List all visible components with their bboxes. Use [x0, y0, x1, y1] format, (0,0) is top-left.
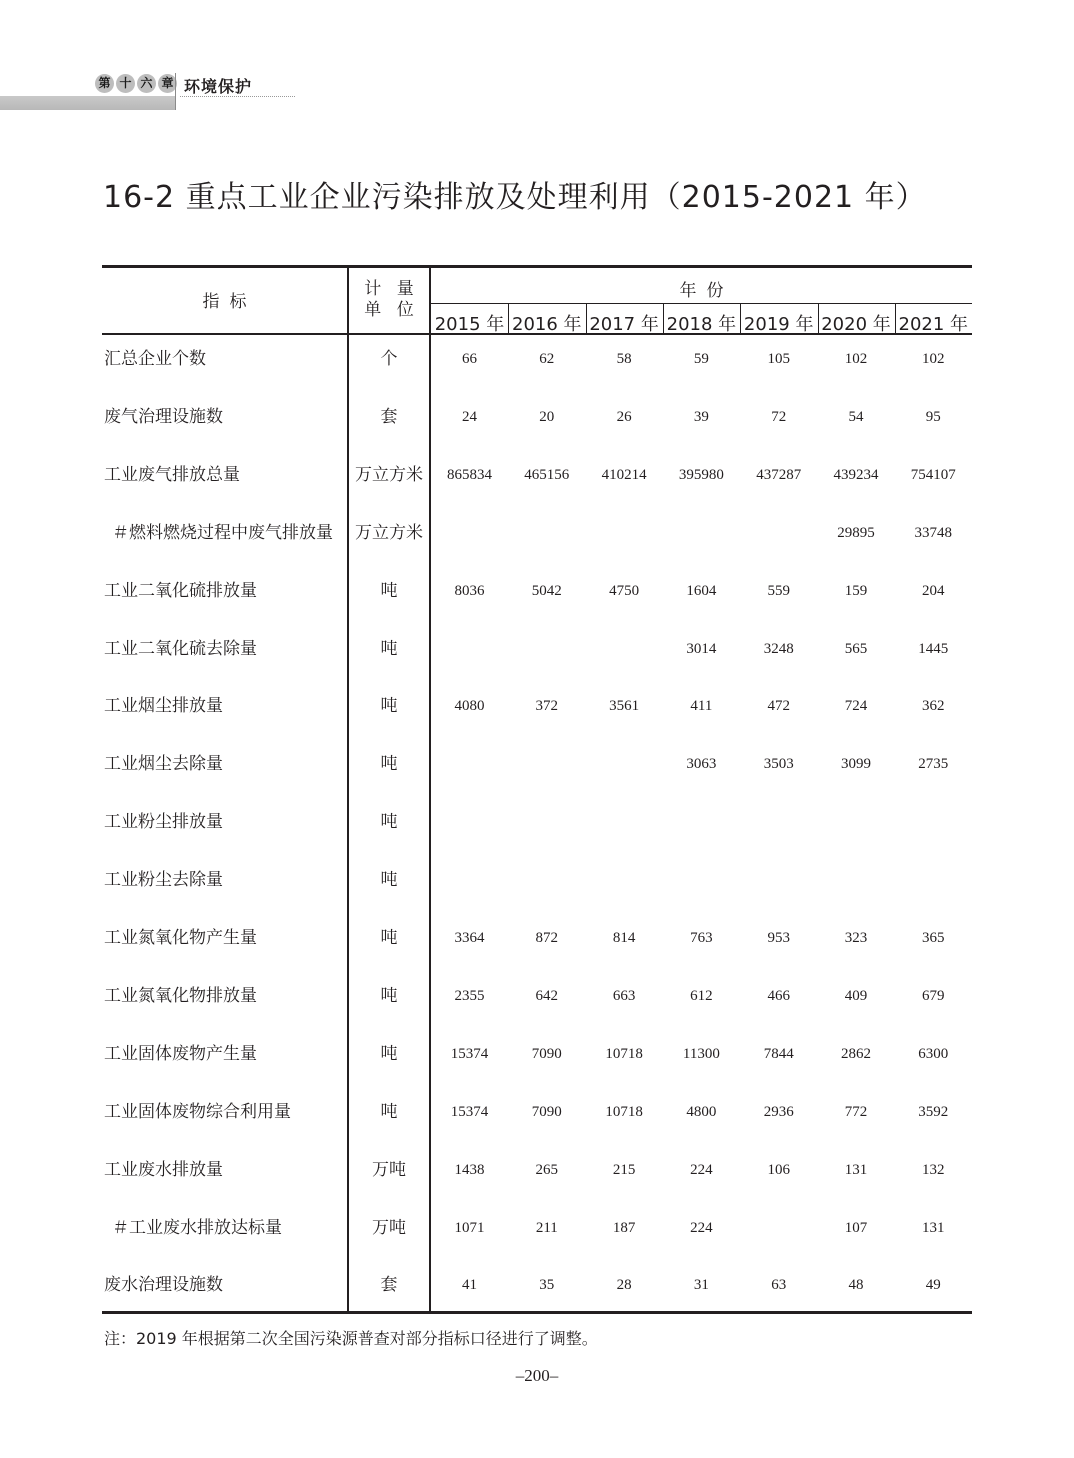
year-header: 2020 年: [821, 314, 891, 335]
table-row: [102, 1273, 972, 1297]
row-label: 工业氮氧化物产生量: [104, 928, 257, 948]
table-cell: 10718: [605, 1045, 643, 1062]
table-cell: 66: [462, 351, 477, 367]
row-unit: 吨: [380, 812, 398, 833]
table-cell: 211: [535, 1219, 558, 1236]
row-label: 工业固体废物综合利用量: [104, 1101, 291, 1122]
table-note: 注：2019 年根据第二次全国污染源普查对部分指标口径进行了调整。: [104, 1329, 598, 1348]
row-unit: 吨: [380, 580, 398, 601]
table-cell: 3364: [454, 930, 485, 946]
table-row: [102, 521, 972, 545]
table-cell: 1071: [454, 1219, 485, 1236]
table-cell: 7090: [531, 1045, 562, 1062]
year-column-divider: [586, 303, 587, 334]
table-row: [102, 694, 972, 718]
table-cell: 1438: [454, 1161, 485, 1178]
chapter-char: 十: [116, 74, 135, 93]
row-label: 汇总企业个数: [104, 349, 206, 369]
table-cell: 466: [767, 987, 790, 1004]
table-cell: 107: [844, 1219, 868, 1236]
table-cell: 4800: [686, 1103, 717, 1120]
table-cell: 58: [616, 351, 632, 367]
table-row: [102, 1158, 972, 1182]
table-cell: 3099: [841, 756, 871, 773]
row-label: 工业二氧化硫去除量: [104, 638, 257, 659]
table-cell: 411: [690, 698, 713, 715]
row-label: 工业烟尘排放量: [104, 696, 223, 717]
row-unit: 吨: [380, 1043, 398, 1064]
table-cell: 26: [616, 408, 632, 425]
table-row: [102, 579, 972, 603]
table-cell: 362: [922, 698, 945, 715]
table-cell: 187: [612, 1219, 636, 1236]
row-unit: 万吨: [372, 1159, 406, 1180]
table-cell: 437287: [756, 466, 802, 483]
row-label: 工业废水排放量: [104, 1159, 223, 1180]
table-cell: 1445: [918, 640, 949, 657]
row-unit: 个: [380, 349, 398, 369]
year-header-rule: [431, 303, 972, 304]
unit-header-line: 单 位: [364, 300, 419, 320]
row-unit: 万立方米: [355, 522, 423, 543]
table-cell: 3592: [918, 1103, 949, 1120]
table-cell: 224: [690, 1161, 713, 1178]
table-cell: 95: [925, 408, 941, 425]
table-cell: 10718: [605, 1103, 643, 1120]
row-unit: 吨: [380, 754, 398, 775]
table-cell: 3248: [763, 640, 794, 657]
table-cell: 763: [690, 930, 713, 946]
table-cell: 679: [922, 987, 945, 1004]
chapter-char: 第: [95, 74, 114, 93]
table-cell: 2862: [841, 1045, 871, 1062]
year-header: 2015 年: [434, 314, 505, 335]
header-dotted-rule: [180, 96, 295, 97]
header-band: [0, 96, 175, 110]
table-cell: 63: [771, 1277, 787, 1294]
table-cell: 265: [535, 1161, 559, 1178]
table-cell: 159: [844, 582, 868, 599]
row-unit: 吨: [380, 696, 398, 717]
table-row: [102, 1100, 972, 1124]
unit-header: [349, 279, 429, 321]
table-cell: 1604: [686, 582, 717, 599]
table-cell: 4750: [609, 582, 640, 599]
table-cell: 814: [612, 930, 636, 946]
table-cell: 465156: [524, 466, 570, 483]
table-cell: 31: [693, 1277, 709, 1294]
table-cell: 8036: [454, 582, 485, 599]
table-cell: 7844: [763, 1045, 794, 1062]
table-cell: 224: [690, 1219, 713, 1236]
table-row: [102, 810, 972, 834]
chapter-char: 章: [158, 74, 177, 93]
table-cell: 559: [767, 582, 790, 599]
table-cell: 11300: [682, 1045, 720, 1062]
table-cell: 102: [844, 351, 868, 367]
table-cell: 2355: [454, 987, 485, 1004]
row-label: ＃燃料燃烧过程中废气排放量: [112, 522, 333, 543]
row-unit: 套: [380, 406, 398, 427]
table-cell: 565: [844, 640, 868, 657]
table-cell: 372: [535, 698, 559, 715]
table-cell: 409: [844, 987, 868, 1004]
table-cell: 131: [844, 1161, 868, 1178]
table-title: 16-2 重点工业企业污染排放及处理利用（2015-2021 年）: [103, 180, 927, 215]
row-unit: 万吨: [372, 1217, 406, 1238]
table-cell: 35: [539, 1277, 555, 1294]
row-unit: 吨: [380, 928, 398, 948]
table-cell: 772: [844, 1103, 868, 1120]
table-cell: 439234: [833, 466, 879, 483]
table-cell: 49: [925, 1277, 941, 1294]
table-cell: 59: [693, 351, 709, 367]
table-cell: 953: [767, 930, 790, 946]
table-cell: 410214: [601, 466, 647, 483]
chapter-label: [95, 74, 177, 93]
row-label: 废水治理设施数: [104, 1275, 223, 1296]
year-column-divider: [740, 303, 741, 334]
row-unit: 万立方米: [355, 464, 423, 485]
table-cell: 4080: [454, 698, 485, 715]
table-row: [102, 752, 972, 776]
row-label: 工业粉尘排放量: [104, 812, 223, 833]
table-cell: 663: [612, 987, 636, 1004]
indicator-header: 指标: [202, 292, 257, 312]
table-cell: 3063: [686, 756, 717, 773]
table-cell: 472: [767, 698, 790, 715]
table-bottom-rule: [102, 1311, 972, 1314]
table-cell: 33748: [914, 524, 953, 541]
table-row: [102, 1216, 972, 1240]
table-row: [102, 347, 972, 371]
table-row: [102, 1042, 972, 1066]
row-label: 工业氮氧化物排放量: [104, 985, 257, 1006]
year-column-divider: [818, 303, 819, 334]
header-divider: [175, 73, 176, 110]
table-cell: 365: [922, 930, 945, 946]
table-row: [102, 868, 972, 892]
row-label: 工业烟尘去除量: [104, 754, 223, 775]
table-cell: 395980: [678, 466, 724, 483]
table-cell: 20: [539, 408, 555, 425]
table-cell: 54: [848, 408, 864, 425]
table-cell: 6300: [918, 1045, 949, 1062]
table-cell: 106: [767, 1161, 790, 1178]
table-cell: 28: [616, 1277, 632, 1294]
table-cell: 105: [767, 351, 790, 367]
table-cell: 204: [922, 582, 945, 599]
table-row: [102, 405, 972, 429]
table-cell: 3561: [609, 698, 640, 715]
year-column-divider: [508, 303, 509, 334]
table-row: [102, 463, 972, 487]
row-label: 工业废气排放总量: [104, 464, 240, 485]
chapter-title: 环境保护: [184, 77, 253, 96]
year-header: 2021 年: [898, 314, 969, 335]
table-cell: 72: [771, 408, 787, 425]
row-unit: 吨: [380, 870, 398, 891]
table-cell: 642: [535, 987, 559, 1004]
table-cell: 62: [539, 351, 555, 367]
row-unit: 吨: [380, 985, 398, 1006]
row-unit: 吨: [380, 1101, 398, 1122]
row-unit: 套: [380, 1275, 398, 1296]
row-label: 工业二氧化硫排放量: [104, 580, 257, 601]
table-cell: 5042: [531, 582, 562, 599]
table-cell: 41: [462, 1277, 477, 1294]
table-cell: 215: [612, 1161, 636, 1178]
table-cell: 15374: [450, 1103, 489, 1120]
row-label: 工业固体废物产生量: [104, 1043, 257, 1064]
table-cell: 39: [693, 408, 709, 425]
page-number: –200–: [515, 1366, 559, 1385]
year-header: 2017 年: [589, 314, 659, 335]
unit-header-line: 计 量: [364, 279, 419, 299]
row-label: 工业粉尘去除量: [104, 870, 223, 891]
table-cell: 323: [844, 930, 868, 946]
table-cell: 724: [844, 698, 868, 715]
table-cell: 865834: [447, 466, 492, 483]
table-cell: 3503: [763, 756, 794, 773]
table-cell: 131: [922, 1219, 945, 1236]
year-group-header: 年份: [679, 281, 734, 301]
year-column-divider: [895, 303, 896, 334]
row-label: 废气治理设施数: [104, 406, 223, 427]
table-cell: 754107: [910, 466, 956, 483]
year-header: 2016 年: [512, 314, 582, 335]
row-label: ＃工业废水排放达标量: [112, 1217, 282, 1238]
table-cell: 29895: [837, 524, 875, 541]
table-row: [102, 637, 972, 661]
year-column-divider: [663, 303, 664, 334]
table-row: [102, 984, 972, 1008]
table-cell: 872: [535, 930, 559, 946]
table-cell: 7090: [531, 1103, 562, 1120]
table-cell: 24: [462, 408, 477, 425]
table-row: [102, 926, 972, 950]
table-cell: 2735: [918, 756, 949, 773]
year-header: 2019 年: [743, 314, 814, 335]
table-top-rule: [102, 265, 972, 268]
table-cell: 2936: [763, 1103, 794, 1120]
year-header: 2018 年: [666, 314, 737, 335]
table-cell: 132: [922, 1161, 945, 1178]
table-cell: 3014: [686, 640, 717, 657]
table-cell: 15374: [450, 1045, 489, 1062]
table-cell: 612: [690, 987, 713, 1004]
table-cell: 102: [922, 351, 945, 367]
row-unit: 吨: [380, 638, 398, 659]
chapter-char: 六: [137, 74, 156, 93]
table-cell: 48: [848, 1277, 864, 1294]
